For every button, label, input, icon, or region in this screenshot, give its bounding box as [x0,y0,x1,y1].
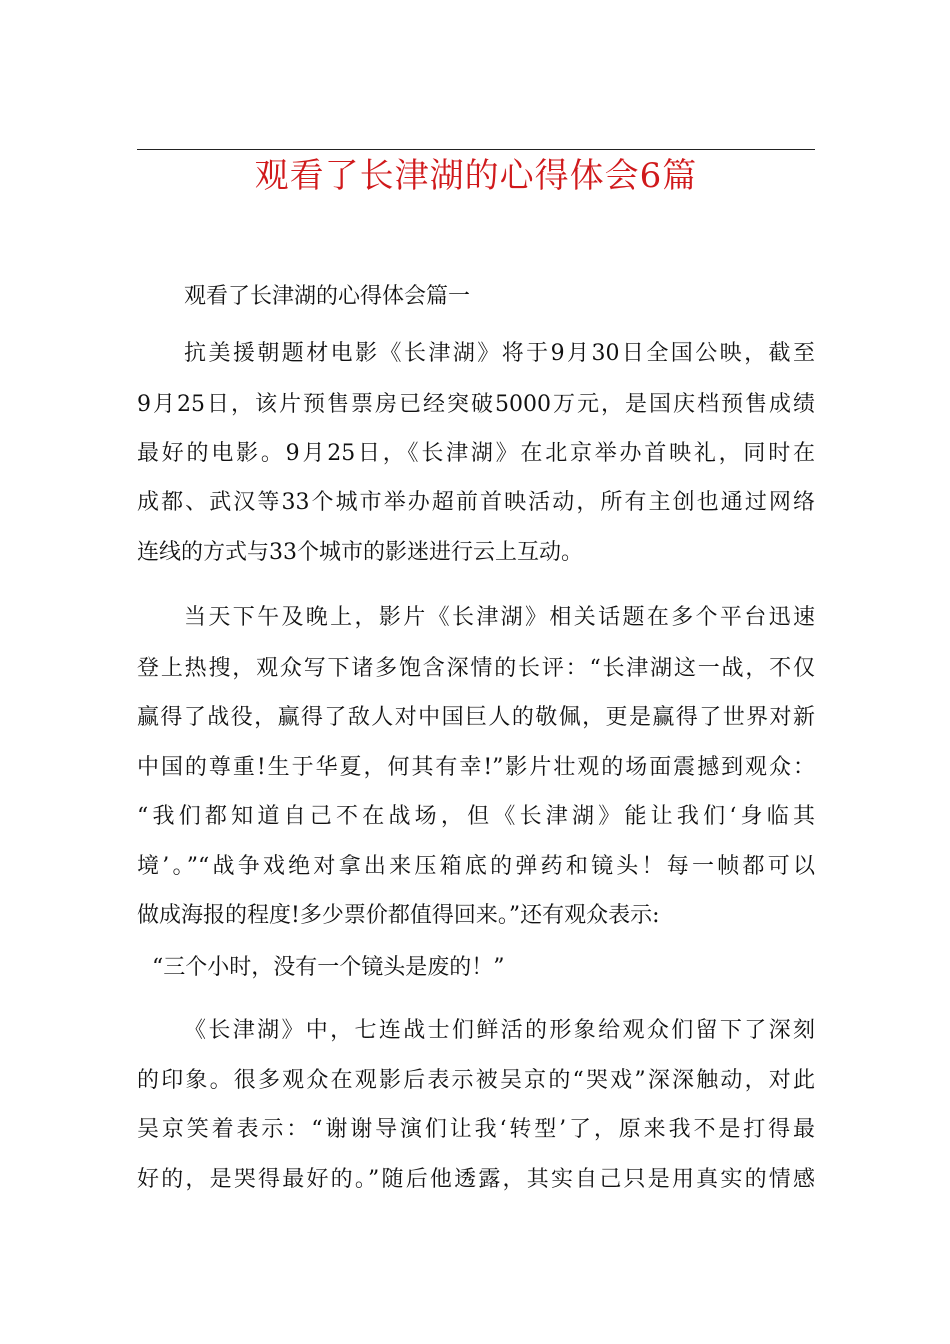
paragraph-2-line-3: 赢得了战役，赢得了敌人对中国巨人的敬佩，更是赢得了世界对新 [137,705,815,730]
paragraph-2-line-8: “三个小时，没有一个镜头是废的！” [152,955,505,980]
paragraph-3-line-2: 的印象。很多观众在观影后表示被吴京的“哭戏”深深触动，对此 [137,1068,815,1093]
paragraph-1-line-1: 抗美援朝题材电影《长津湖》将于9月30日全国公映，截至 [184,341,815,366]
paragraph-2-line-1: 当天下午及晚上，影片《长津湖》相关话题在多个平台迅速 [184,605,815,630]
paragraph-1-line-5: 连线的方式与33个城市的影迷进行云上互动。 [137,540,583,565]
paragraph-3-line-3: 吴京笑着表示：“谢谢导演们让我‘转型’了，原来我不是打得最 [137,1117,815,1142]
document-title: 观看了长津湖的心得体会6篇 [254,156,698,196]
paragraph-2-line-7: 做成海报的程度!多少票价都值得回来。”还有观众表示: [137,903,660,928]
paragraph-2-line-2: 登上热搜，观众写下诸多饱含深情的长评：“长津湖这一战，不仅 [137,656,815,681]
paragraph-1-line-3: 最好的电影。9月25日，《长津湖》在北京举办首映礼，同时在 [137,441,815,466]
paragraph-1-line-4: 成都、武汉等33个城市举办超前首映活动，所有主创也通过网络 [137,490,815,515]
paragraph-2-line-5: “我们都知道自己不在战场，但《长津湖》能让我们‘身临其 [137,804,815,829]
paragraph-2-line-6: 境’。”“战争戏绝对拿出来压箱底的弹药和镜头！每一帧都可以 [137,854,815,879]
paragraph-3-line-4: 好的，是哭得最好的。”随后他透露，其实自己只是用真实的情感 [137,1167,815,1192]
paragraph-2-line-4: 中国的尊重!生于华夏，何其有幸!”影片壮观的场面震撼到观众： [137,755,815,780]
paragraph-3-line-1: 《长津湖》中，七连战士们鲜活的形象给观众们留下了深刻 [184,1018,815,1043]
section-heading: 观看了长津湖的心得体会篇一 [184,284,471,309]
paragraph-1-line-2: 9月25日，该片预售票房已经突破5000万元，是国庆档预售成绩 [137,392,815,417]
